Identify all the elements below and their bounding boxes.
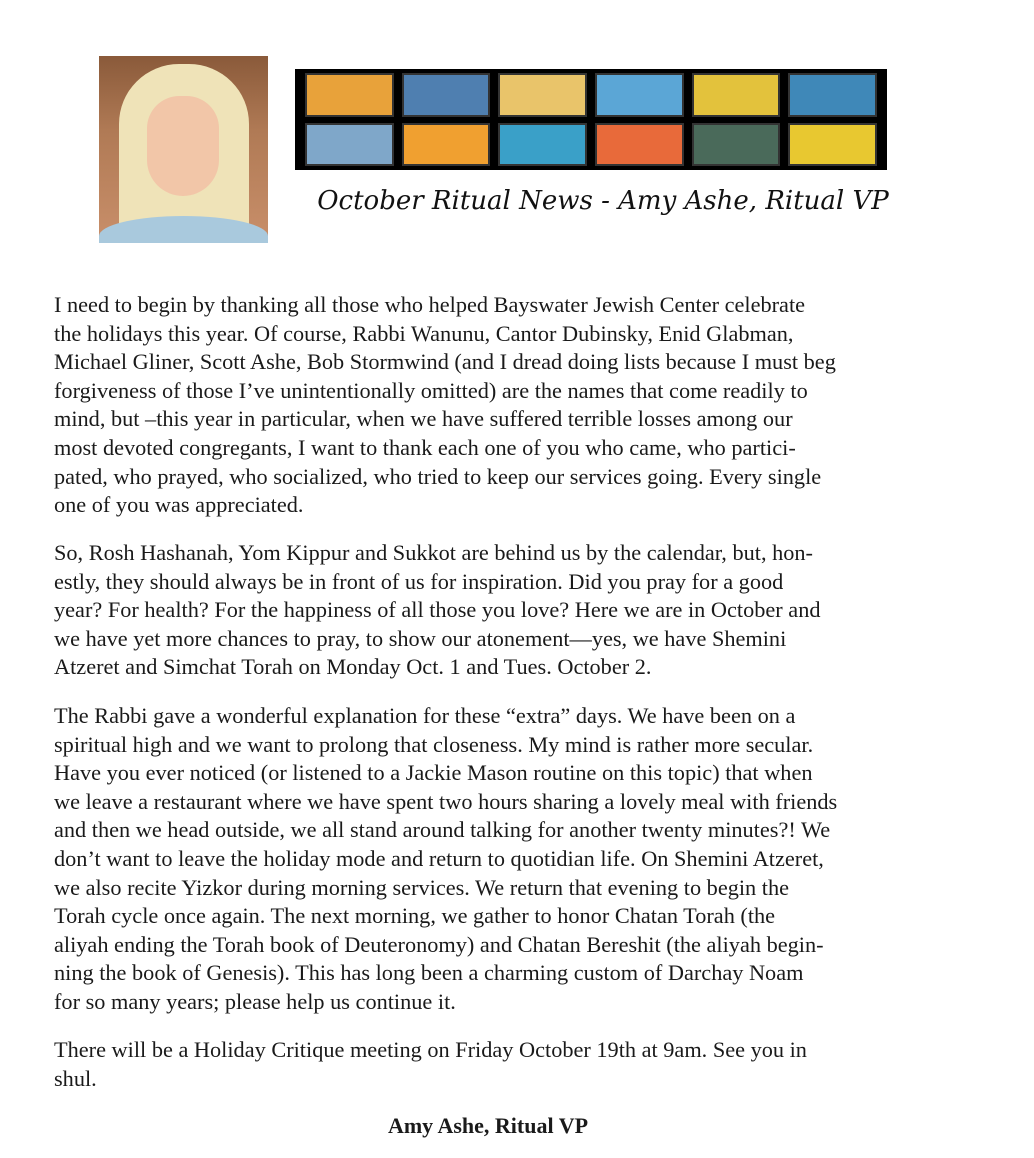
text-line: and then we head outside, we all stand around talking for another twenty minutes?! We (54, 817, 831, 843)
holiday-banner (295, 69, 887, 170)
paragraph-1 (54, 291, 836, 520)
text-line: I need to begin by thanking all those who helped Bayswater Jewish Center celebrate (54, 292, 806, 317)
banner-tile-deer (692, 73, 781, 117)
text-line: Have you ever noticed (or listened to a Jackie Mason routine on this topic) that when (54, 760, 813, 786)
text-line: most devoted congregants, I want to thank each one of you who came, who partici- (54, 434, 796, 460)
banner-tile-ship (305, 123, 394, 167)
text-line: pated, who prayed, who socialized, who tried to keep our services going. Every single (54, 463, 822, 489)
banner-tile-lion (498, 73, 587, 117)
text-line: year? For health? For the happiness of all those you love? Here we are in October and (54, 597, 821, 623)
banner-tile-snake (788, 73, 877, 117)
photo-face (147, 96, 219, 196)
text-line: shul. (54, 1065, 97, 1091)
text-line: aliyah ending the Torah book of Deuteronomy) and Chatan Bereshit (the aliyah begin- (54, 931, 824, 957)
text-line: mind, but –this year in particular, when we have suffered terrible losses among our (54, 406, 793, 432)
text-line: Michael Gliner, Scott Ashe, Bob Stormwind (and I dread doing lists because I must beg (54, 349, 836, 375)
text-line: Torah cycle once again. The next morning, we gather to honor Chatan Torah (the (54, 903, 776, 929)
text-line: for so many years; please help us continue it. (54, 988, 456, 1014)
page-title: October Ritual News - Amy Ashe, Ritual VP (317, 186, 889, 216)
banner-tile-castle (498, 123, 587, 167)
text-line: spiritual high and we want to prolong that closeness. My mind is rather more secular. (54, 731, 814, 757)
banner-tile-fruit-bowl (305, 73, 394, 117)
text-line: estly, they should always be in front of us for inspiration. Did you pray for a good (54, 568, 784, 594)
text-line: one of you was appreciated. (54, 492, 304, 518)
text-line: ning the book of Genesis). This has long been a charming custom of Darchay Noam (54, 960, 804, 986)
text-line: There will be a Holiday Critique meeting on Friday October 19th at 9am. See you in (54, 1037, 807, 1062)
text-line: we also recite Yizkor during morning services. We return that evening to begin the (54, 874, 790, 900)
text-line: we have yet more chances to pray, to show our atonement—yes, we have Shemini (54, 625, 787, 651)
paragraph-3 (54, 702, 837, 1017)
text-line: forgiveness of those I’ve unintentionally omitted) are the names that come readily to (54, 377, 808, 403)
banner-tile-hands (595, 123, 684, 167)
banner-tile-flower (402, 123, 491, 167)
banner-tile-tree (788, 123, 877, 167)
text-line: don’t want to leave the holiday mode and return to quotidian life. On Shemini Atzeret, (54, 845, 824, 871)
text-line: the holidays this year. Of course, Rabbi Wanunu, Cantor Dubinsky, Enid Glabman, (54, 320, 794, 346)
paragraph-2 (54, 539, 821, 682)
signature: Amy Ashe, Ritual VP (387, 1113, 589, 1138)
banner-tile-sword (595, 73, 684, 117)
banner-tile-donkey (692, 123, 781, 167)
banner-tile-wolf (402, 73, 491, 117)
author-photo (99, 56, 268, 243)
text-line: Atzeret and Simchat Torah on Monday Oct. 1 and Tues. October 2. (54, 654, 652, 680)
text-line: The Rabbi gave a wonderful explanation for these “extra” days. We have been on a (54, 703, 796, 728)
text-line: we leave a restaurant where we have spent two hours sharing a lovely meal with friends (54, 788, 838, 814)
paragraph-4 (54, 1036, 807, 1093)
text-line: So, Rosh Hashanah, Yom Kippur and Sukkot are behind us by the calendar, but, hon- (54, 540, 813, 565)
